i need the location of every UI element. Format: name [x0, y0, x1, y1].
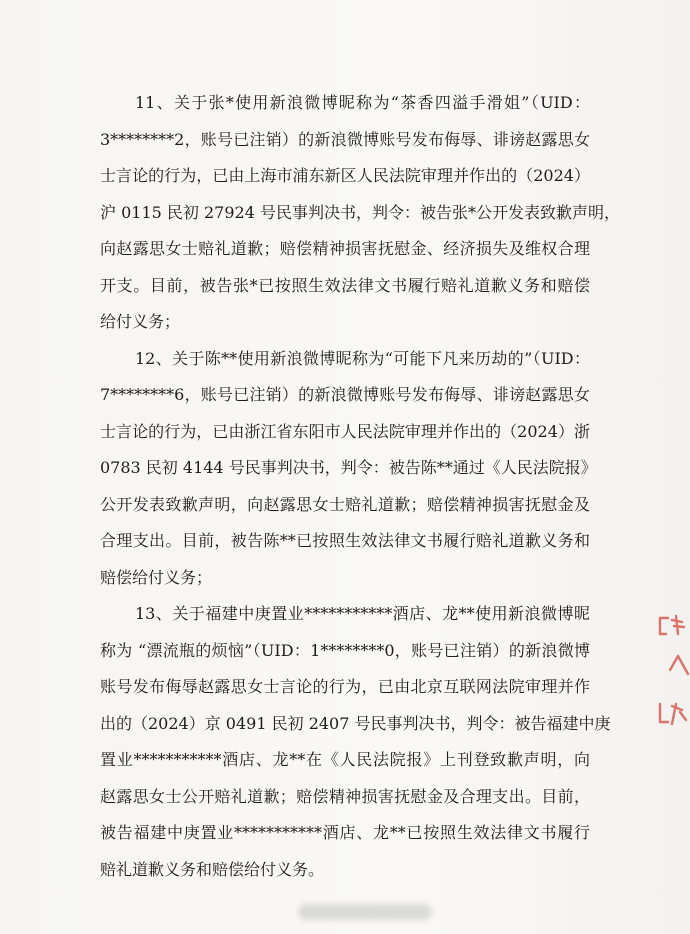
paragraph-line: 开支。目前，被告张*已按照生效法律文书履行赔礼道歉义务和赔偿: [100, 275, 590, 295]
paragraph-line: 7********6，账号已注销）的新浪微博账号发布侮辱、诽谤赵露思女: [100, 385, 590, 404]
paragraph-12: [100, 341, 597, 597]
paragraph-13: [100, 596, 611, 888]
paragraph-line: 13、关于福建中庚置业***********酒店、龙**使用新浪微博昵: [135, 604, 590, 623]
paragraph-line: 3********2，账号已注销）的新浪微博账号发布侮辱、诽谤赵露思女: [100, 129, 590, 149]
red-seal: [652, 612, 690, 730]
paragraph-line: 11、关于张*使用新浪微博昵称为“茶香四溢手滑姐”（UID：: [135, 93, 590, 112]
paragraph-line: 合理支出。目前，被告陈**已按照生效法律文书履行赔礼道歉义务和: [100, 531, 590, 550]
paragraph-line: 向赵露思女士赔礼道歉；赔偿精神损害抚慰金、经济损失及维权合理: [100, 239, 590, 258]
paragraph-line: 赔礼道歉义务和赔偿给付义务。: [100, 859, 325, 879]
paragraph-line: 士言论的行为，已由上海市浦东新区人民法院审理并作出的（2024）: [100, 166, 590, 185]
paragraph-line: 士言论的行为，已由浙江省东阳市人民法院审理并作出的（2024）浙: [100, 421, 590, 441]
paragraph-line: 赵露思女士公开赔礼道歉；赔偿精神损害抚慰金及合理支出。目前，: [100, 786, 590, 806]
paragraph-line: 置业***********酒店、龙**在《人民法院报》上刊登致歉声明，向: [100, 750, 590, 769]
paragraph-line: 给付义务；: [100, 312, 181, 331]
paragraph-11: [100, 85, 620, 341]
paragraph-line: 0783 民初 4144 号民事判决书，判令：被告陈**通过《人民法院报》: [100, 458, 597, 477]
paragraph-line: 称为 “漂流瓶的烦恼”（UID：1********0，账号已注销）的新浪微博: [100, 640, 590, 660]
paragraph-line: 公开发表致歉声明，向赵露思女士赔礼道歉；赔偿精神损害抚慰金及: [100, 494, 590, 514]
paragraph-line: 赔偿给付义务；: [100, 567, 213, 587]
document-body: [100, 85, 620, 888]
paragraph-line: 出的（2024）京 0491 民初 2407 号民事判决书，判令：被告福建中庚: [100, 713, 611, 733]
paragraph-line: 被告福建中庚置业***********酒店、龙**已按照生效法律文书履行: [100, 823, 590, 842]
paragraph-line: 账号发布侮辱赵露思女士言论的行为，已由北京互联网法院审理并作: [100, 677, 590, 696]
paragraph-line: 12、关于陈**使用新浪微博昵称为“可能下凡来历劫的”（UID：: [135, 348, 590, 368]
watermark: [298, 904, 432, 920]
paragraph-line: 沪 0115 民初 27924 号民事判决书，判令：被告张*公开发表致歉声明，: [100, 202, 620, 222]
